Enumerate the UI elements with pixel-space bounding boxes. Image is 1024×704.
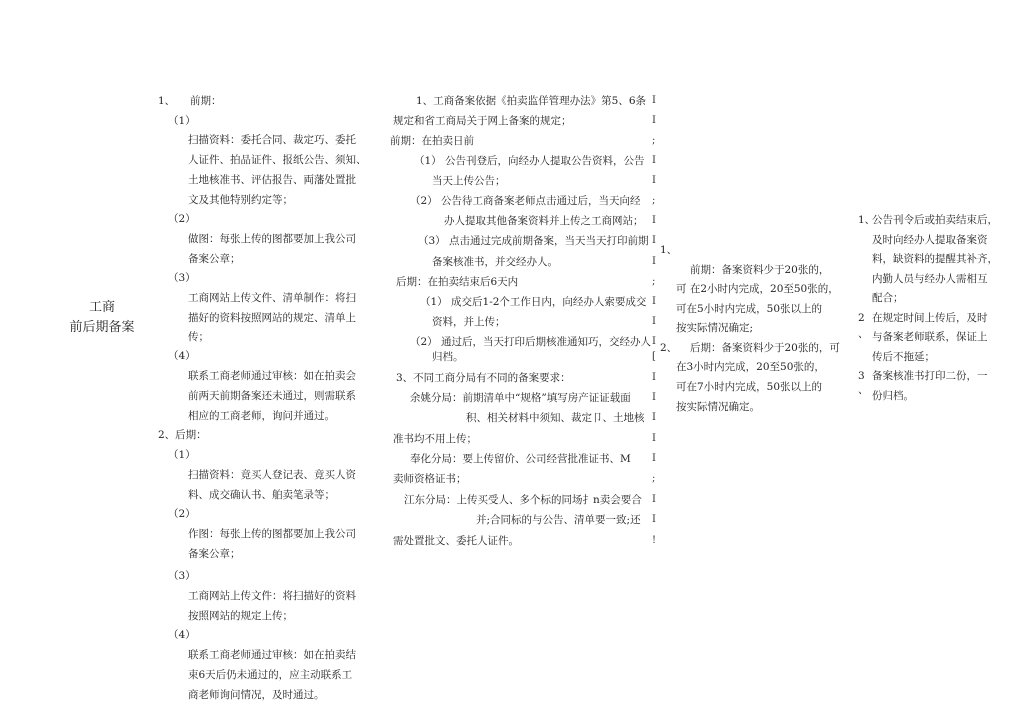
item-2-2-line: 作图：每张上传的图都要加上我公司 <box>188 528 356 540</box>
col2-line: 后期：在拍卖结束后6天内 <box>396 276 519 288</box>
col2-line: （2） 通过后，当天打印后期核准通知巧，交经办人 <box>410 336 652 348</box>
col4-item2-line: 在规定时间上传后，及时 <box>872 312 988 324</box>
col2-line: 资料，并上传； <box>432 316 506 328</box>
col2-line: 3、不同工商分局有不同的备案要求： <box>396 372 571 384</box>
divider-mark: I <box>652 215 656 226</box>
col2-line: 前期：在拍卖日前 <box>390 135 474 147</box>
col3-item1-number: 1、 <box>660 244 678 256</box>
col4-item1-line: 配合； <box>872 292 904 304</box>
col4-item3-number: 3 <box>858 370 865 382</box>
item-1-4-line: 相应的工商老师，询问并通过。 <box>188 410 335 422</box>
section2-label: 2、后期： <box>158 429 207 441</box>
col3-item2-line: 在3小时内完成，20至50张的， <box>676 361 825 373</box>
col4-item1-line: 及时向经办人提取备案资 <box>872 234 988 246</box>
col3-item2-line: 按实际情况确定。 <box>676 401 760 413</box>
col4-item3-line: 备案核准书打印二份，一 <box>872 370 988 382</box>
divider-mark: I <box>652 372 656 383</box>
divider-mark: I <box>652 412 656 423</box>
col2-line: 规定和省工商局关于网上备案的规定； <box>393 115 572 127</box>
divider-mark: [ <box>652 351 656 362</box>
divider-mark: I <box>652 453 656 464</box>
col4-item2-line: 传后不拖延； <box>872 351 935 363</box>
col4-item2-dot: 、 <box>858 328 869 340</box>
item-2-4-num: （4） <box>168 629 196 641</box>
item-2-4-line: 联系工商老师通过审核：如在拍卖结 <box>188 649 356 661</box>
col2-line: 积、相关材料中须知、裁定卩、土地核 <box>466 412 645 424</box>
item-2-4-line: 商老师询问情况，及时通过。 <box>188 689 325 701</box>
col4-item1-line: 公告刊令后或拍卖结束后， <box>872 214 998 226</box>
item-1-2-line: 备案公章； <box>188 253 241 265</box>
col2-line: （2） 公告待工商备案老师点击通过后，当天向经 <box>410 195 641 207</box>
col2-line: 江东分局：上传买受人、多个标的同场扌n卖会要合 <box>404 494 642 506</box>
item-1-4-line: 联系工商老师通过审核：如在拍卖会 <box>188 370 356 382</box>
item-1-3-line: 工商网站上传文件、清单制作：将扫 <box>188 292 356 304</box>
col2-line: 办人提取其他备案资料并上传之工商网站； <box>444 215 644 227</box>
divider-mark: ! <box>652 535 657 546</box>
item-1-3-line: 传； <box>188 331 209 343</box>
divider-mark: I <box>652 235 656 246</box>
item-1-4-line: 前两天前期备案还未通过，则需联系 <box>188 390 356 402</box>
col3-item1-line: 前期：备案资料少于20张的， <box>690 264 830 276</box>
col2-line: （1） 成交后1-2个工作日内，向经办人索要成交 <box>420 296 647 308</box>
item-1-3-num: （3） <box>168 272 196 284</box>
col2-line: 准书均不用上传； <box>393 433 477 445</box>
divider-mark: I <box>652 175 656 186</box>
divider-mark: I <box>652 296 656 307</box>
col4-item1-line: 料，缺资料的提醒其补齐， <box>872 253 998 265</box>
divider-mark: I <box>652 514 656 525</box>
section1-number: 1、 <box>158 95 176 107</box>
item-1-1-line: 人证件、拍品证件、报纸公告、须知、 <box>188 154 367 166</box>
divider-mark: ; <box>652 135 656 146</box>
col3-item1-line: 可 在2小时内完成，20至50张的， <box>676 283 839 295</box>
col4-item1-number: 1、 <box>858 214 876 226</box>
col3-item2-number: 2、 <box>660 342 678 354</box>
col2-line: 并;合同标的与公告、清单要一致;还 <box>476 514 641 526</box>
col2-line: 卖师资格证书； <box>393 473 467 485</box>
item-2-3-line: 工商网站上传文件：将扫描好的资料 <box>188 590 356 602</box>
col2-line: 当天上传公告； <box>432 175 506 187</box>
col4-item3-line: 份归档。 <box>872 390 914 402</box>
divider-mark: I <box>652 433 656 444</box>
table-title-line2: 前后期备案 <box>69 320 135 335</box>
col2-line: 需处置批文、委托人证件。 <box>393 535 519 547</box>
item-1-1-line: 土地核准书、评估报告、両藩处置批 <box>188 174 356 186</box>
item-2-1-line: 扫描资料：竟买人登记表、竟买人资 <box>188 469 356 481</box>
item-2-3-line: 按照网站的规定上传； <box>188 610 293 622</box>
item-2-4-line: 束6天后仍未通过的，应主动联系工 <box>188 669 353 681</box>
divider-mark: I <box>652 316 656 327</box>
col3-item1-line: 按实际情况确定; <box>676 322 754 334</box>
item-1-1-num: （1） <box>168 115 196 127</box>
col4-item3-dot: 、 <box>858 384 869 396</box>
col2-line: 奉化分局：要上传留价、公司经营批准证书、M <box>410 453 631 465</box>
divider-mark: ; <box>652 276 656 287</box>
item-1-1-line: 扫描资料：委托合同、裁定巧、委托 <box>188 134 356 146</box>
col2-line: （1） 公告刊登后，向经办人提取公告资料，公告 <box>414 155 645 167</box>
divider-mark: I <box>652 95 656 106</box>
col2-line: 归档。 <box>432 351 464 363</box>
col3-item2-line: 后期：备案资料少于20张的，可 <box>690 342 840 354</box>
item-2-2-num: （2） <box>168 508 196 520</box>
col4-item2-line: 与备案老师联系，保证上 <box>872 331 988 343</box>
section1-label: 前期： <box>190 95 222 107</box>
item-1-3-line: 描好的资料按照网站的规定、清单上 <box>188 312 356 324</box>
divider-mark: I <box>652 256 656 267</box>
divider-mark: I <box>652 336 656 347</box>
divider-mark: I <box>652 494 656 505</box>
item-2-1-line: 料、成交确认书、舶卖笔录等； <box>188 489 335 501</box>
item-1-4-num: （4） <box>168 350 196 362</box>
item-1-1-line: 文及其他特别约定等； <box>188 194 293 206</box>
divider-mark: I <box>652 155 656 166</box>
col2-line: （3） 点击通过完成前期备案，当天当天打印前期 <box>418 235 649 247</box>
item-2-3-num: （3） <box>168 570 196 582</box>
col2-line: 备案核准书，并交经办人。 <box>432 256 558 268</box>
divider-mark: ; <box>652 195 656 206</box>
col2-line: 余姚分局：前期清单中“规格”填写房产证证载面 <box>410 392 631 404</box>
col4-item1-line: 内勤人员与经办人需相互 <box>872 273 988 285</box>
col4-item2-number: 2 <box>858 312 865 324</box>
col3-item2-line: 可在7小时内完成，50张以上的 <box>676 381 823 393</box>
item-2-1-num: （1） <box>168 449 196 461</box>
col3-item1-line: 可在5小时内完成，50张以上的 <box>676 303 823 315</box>
divider-mark: ; <box>652 473 656 484</box>
item-2-2-line: 备案公章； <box>188 548 241 560</box>
col2-line: 1、工商备案依据《拍卖监佯管理办法》第5、6条 <box>416 95 647 107</box>
table-title-line1: 工商 <box>88 300 115 315</box>
item-1-2-num: （2） <box>168 213 196 225</box>
divider-mark: I <box>652 115 656 126</box>
divider-mark: I <box>652 392 656 403</box>
item-1-2-line: 做图：每张上传的图都要加上我公司 <box>188 233 356 245</box>
